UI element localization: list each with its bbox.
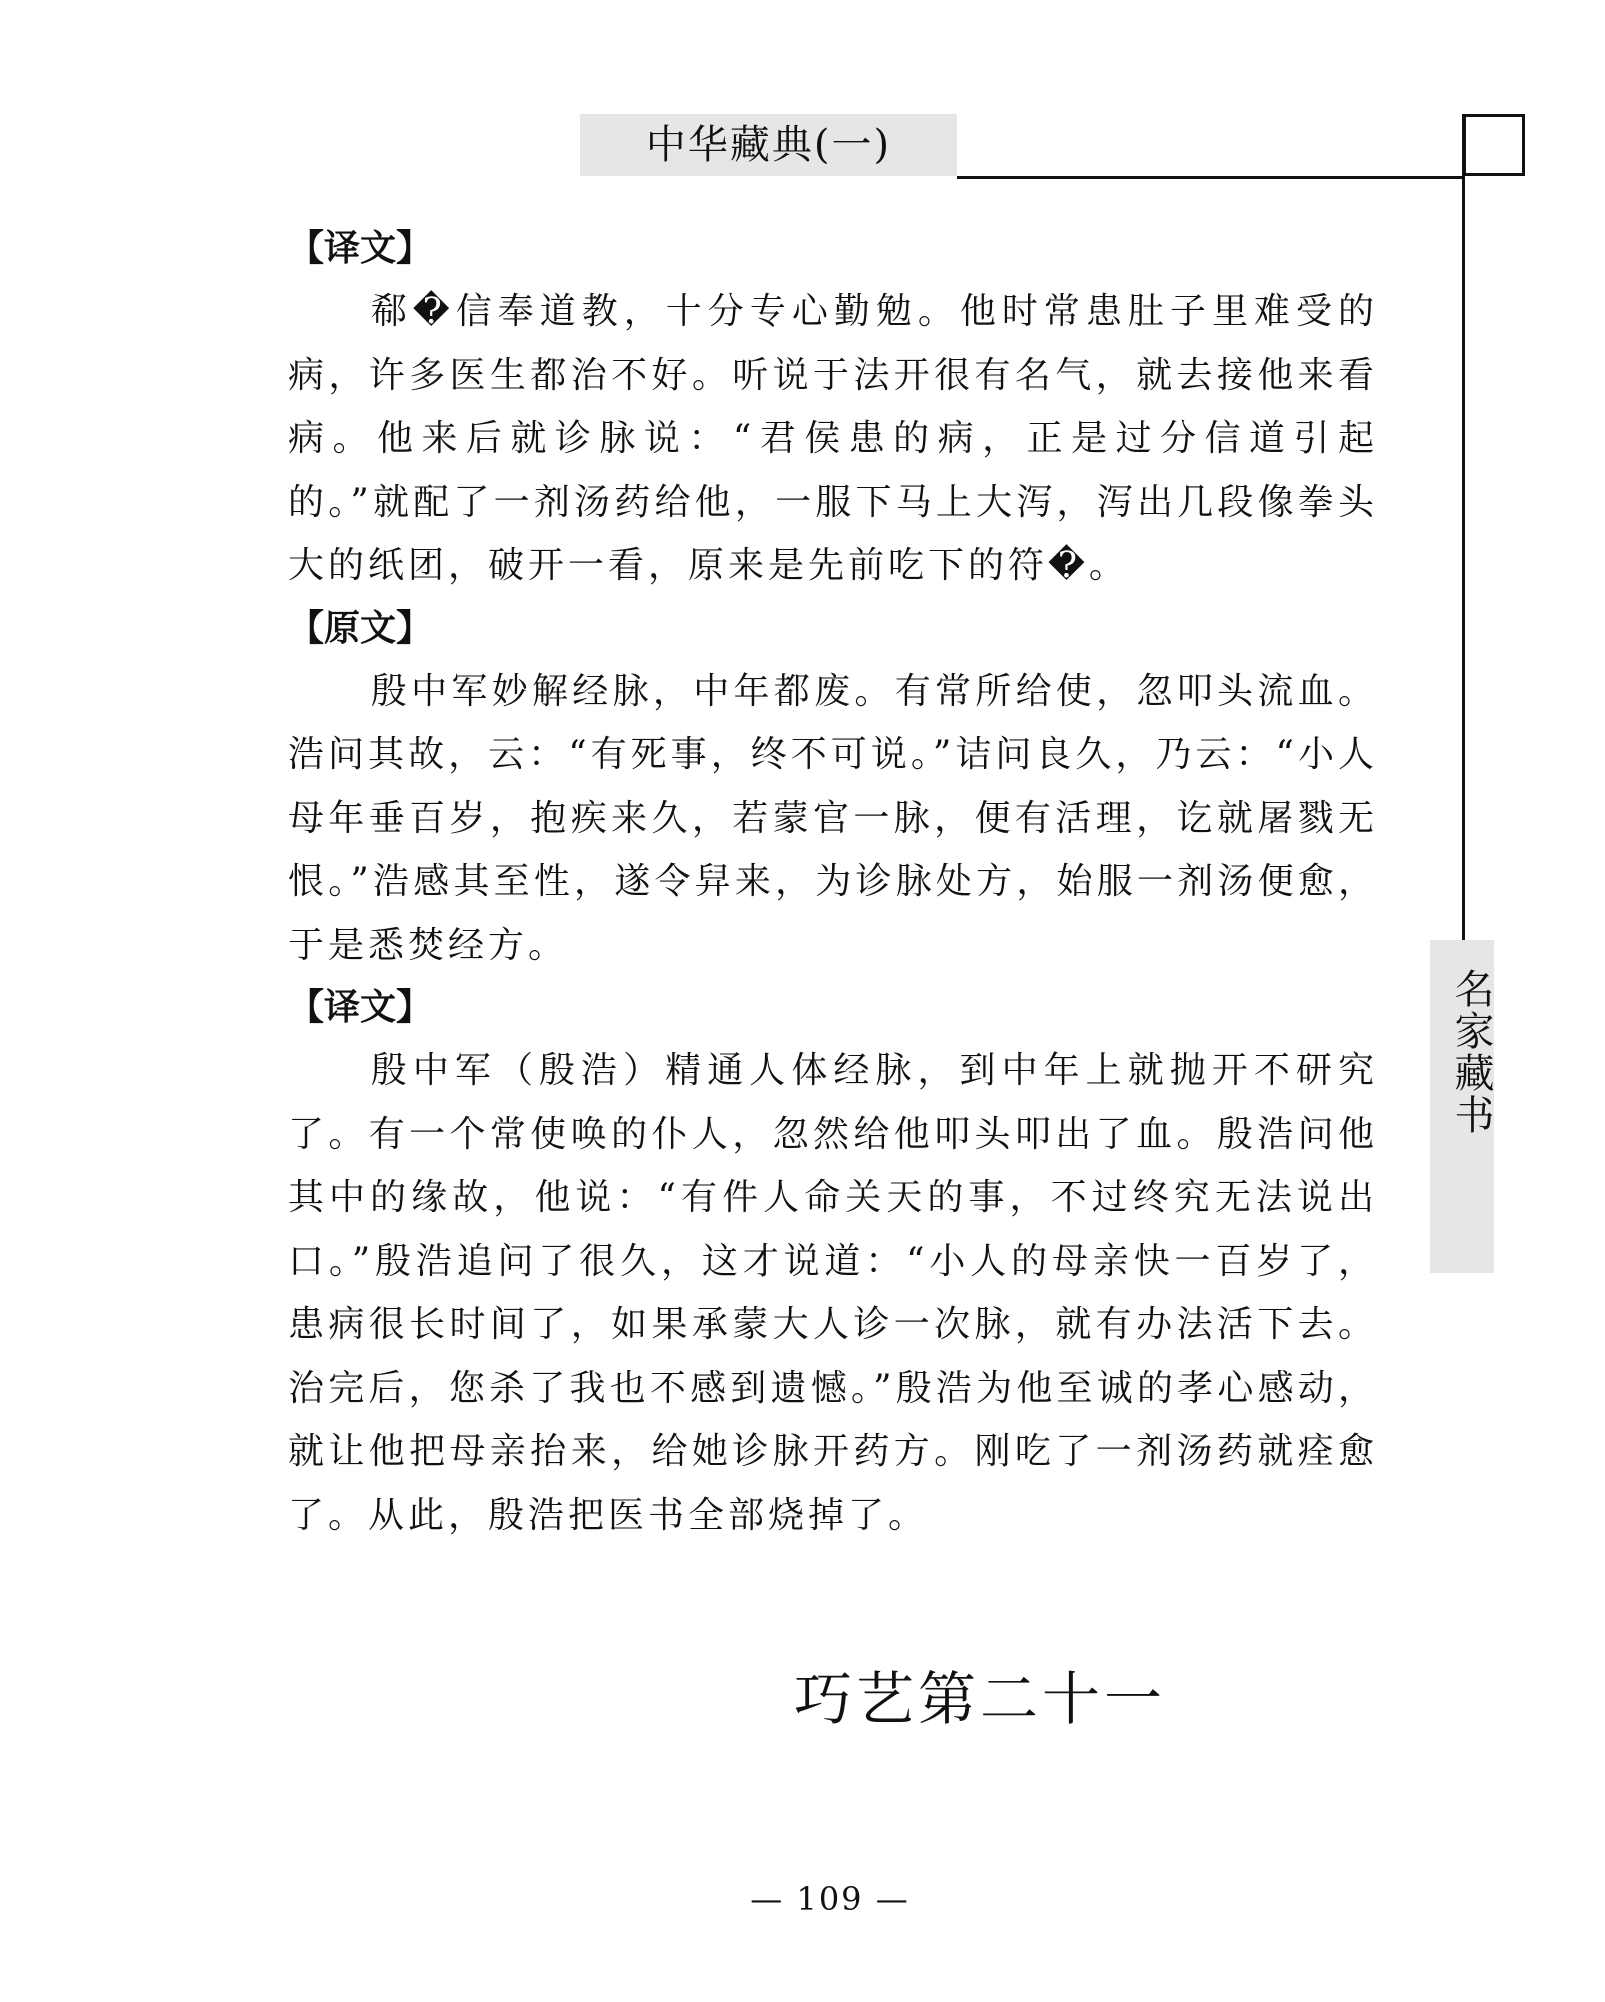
page-number: — 109 — xyxy=(750,1880,910,1918)
side-vertical-rule xyxy=(1462,114,1465,940)
section-label-translation-2: 【译文】 xyxy=(288,987,433,1028)
section-label-translation-1: 【译文】 xyxy=(288,228,433,269)
paragraph-original: 殷中军妙解经脉，中年都废。有常所给使，忽叩头流血。浩问其故，云：“有死事，终不可说。”诘问良久，乃云：“小人母年垂百岁，抱疾来久，若蒙官一脉，便有活理，讫就屠戮无恨。”浩感其至性，遂令舁来，为诊脉处方，始服一剂汤便愈，于是悉焚经方。 xyxy=(288,670,1378,966)
side-tab-label: 名家藏书 xyxy=(1448,968,1494,1136)
book-title: 中华藏典(一) xyxy=(645,122,892,168)
chapter-title: 巧艺第二十一 xyxy=(793,1665,1166,1733)
section-label-original: 【原文】 xyxy=(288,607,433,649)
corner-box-ornament xyxy=(1463,114,1525,176)
paragraph-translation-2: 殷中军（殷浩）精通人体经脉，到中年上就抛开不研究了。有一个常使唤的仆人，忽然给他叩头叩出了血。殷浩问他其中的缘故，他说：“有件人命关天的事，不过终究无法说出口。”殷浩追问了很久，这才说道：“小人的母亲快一百岁了，患病很长时间了，如果承蒙大人诊一次脉，就有办法活下去。治完后，您杀了我也不感到遗憾。”殷浩为他至诚的孝心感动，就让他把母亲抬来，给她诊脉开药方。刚吃了一剂汤药就痊愈了。从此，殷浩把医书全部烧掉了。 xyxy=(288,1050,1378,1536)
header-rule xyxy=(957,176,1463,179)
page-body xyxy=(288,218,1378,1547)
paragraph-translation-1: 郗�信奉道教，十分专心勤勉。他时常患肚子里难受的病，许多医生都治不好。听说于法开很有名气，就去接他来看病。他来后就诊脉说：“君侯患的病，正是过分信道引起的。”就配了一剂汤药给他，一服下马上大泻，泻出几段像拳头大的纸团，破开一看，原来是先前吃下的符�。 xyxy=(288,291,1378,586)
